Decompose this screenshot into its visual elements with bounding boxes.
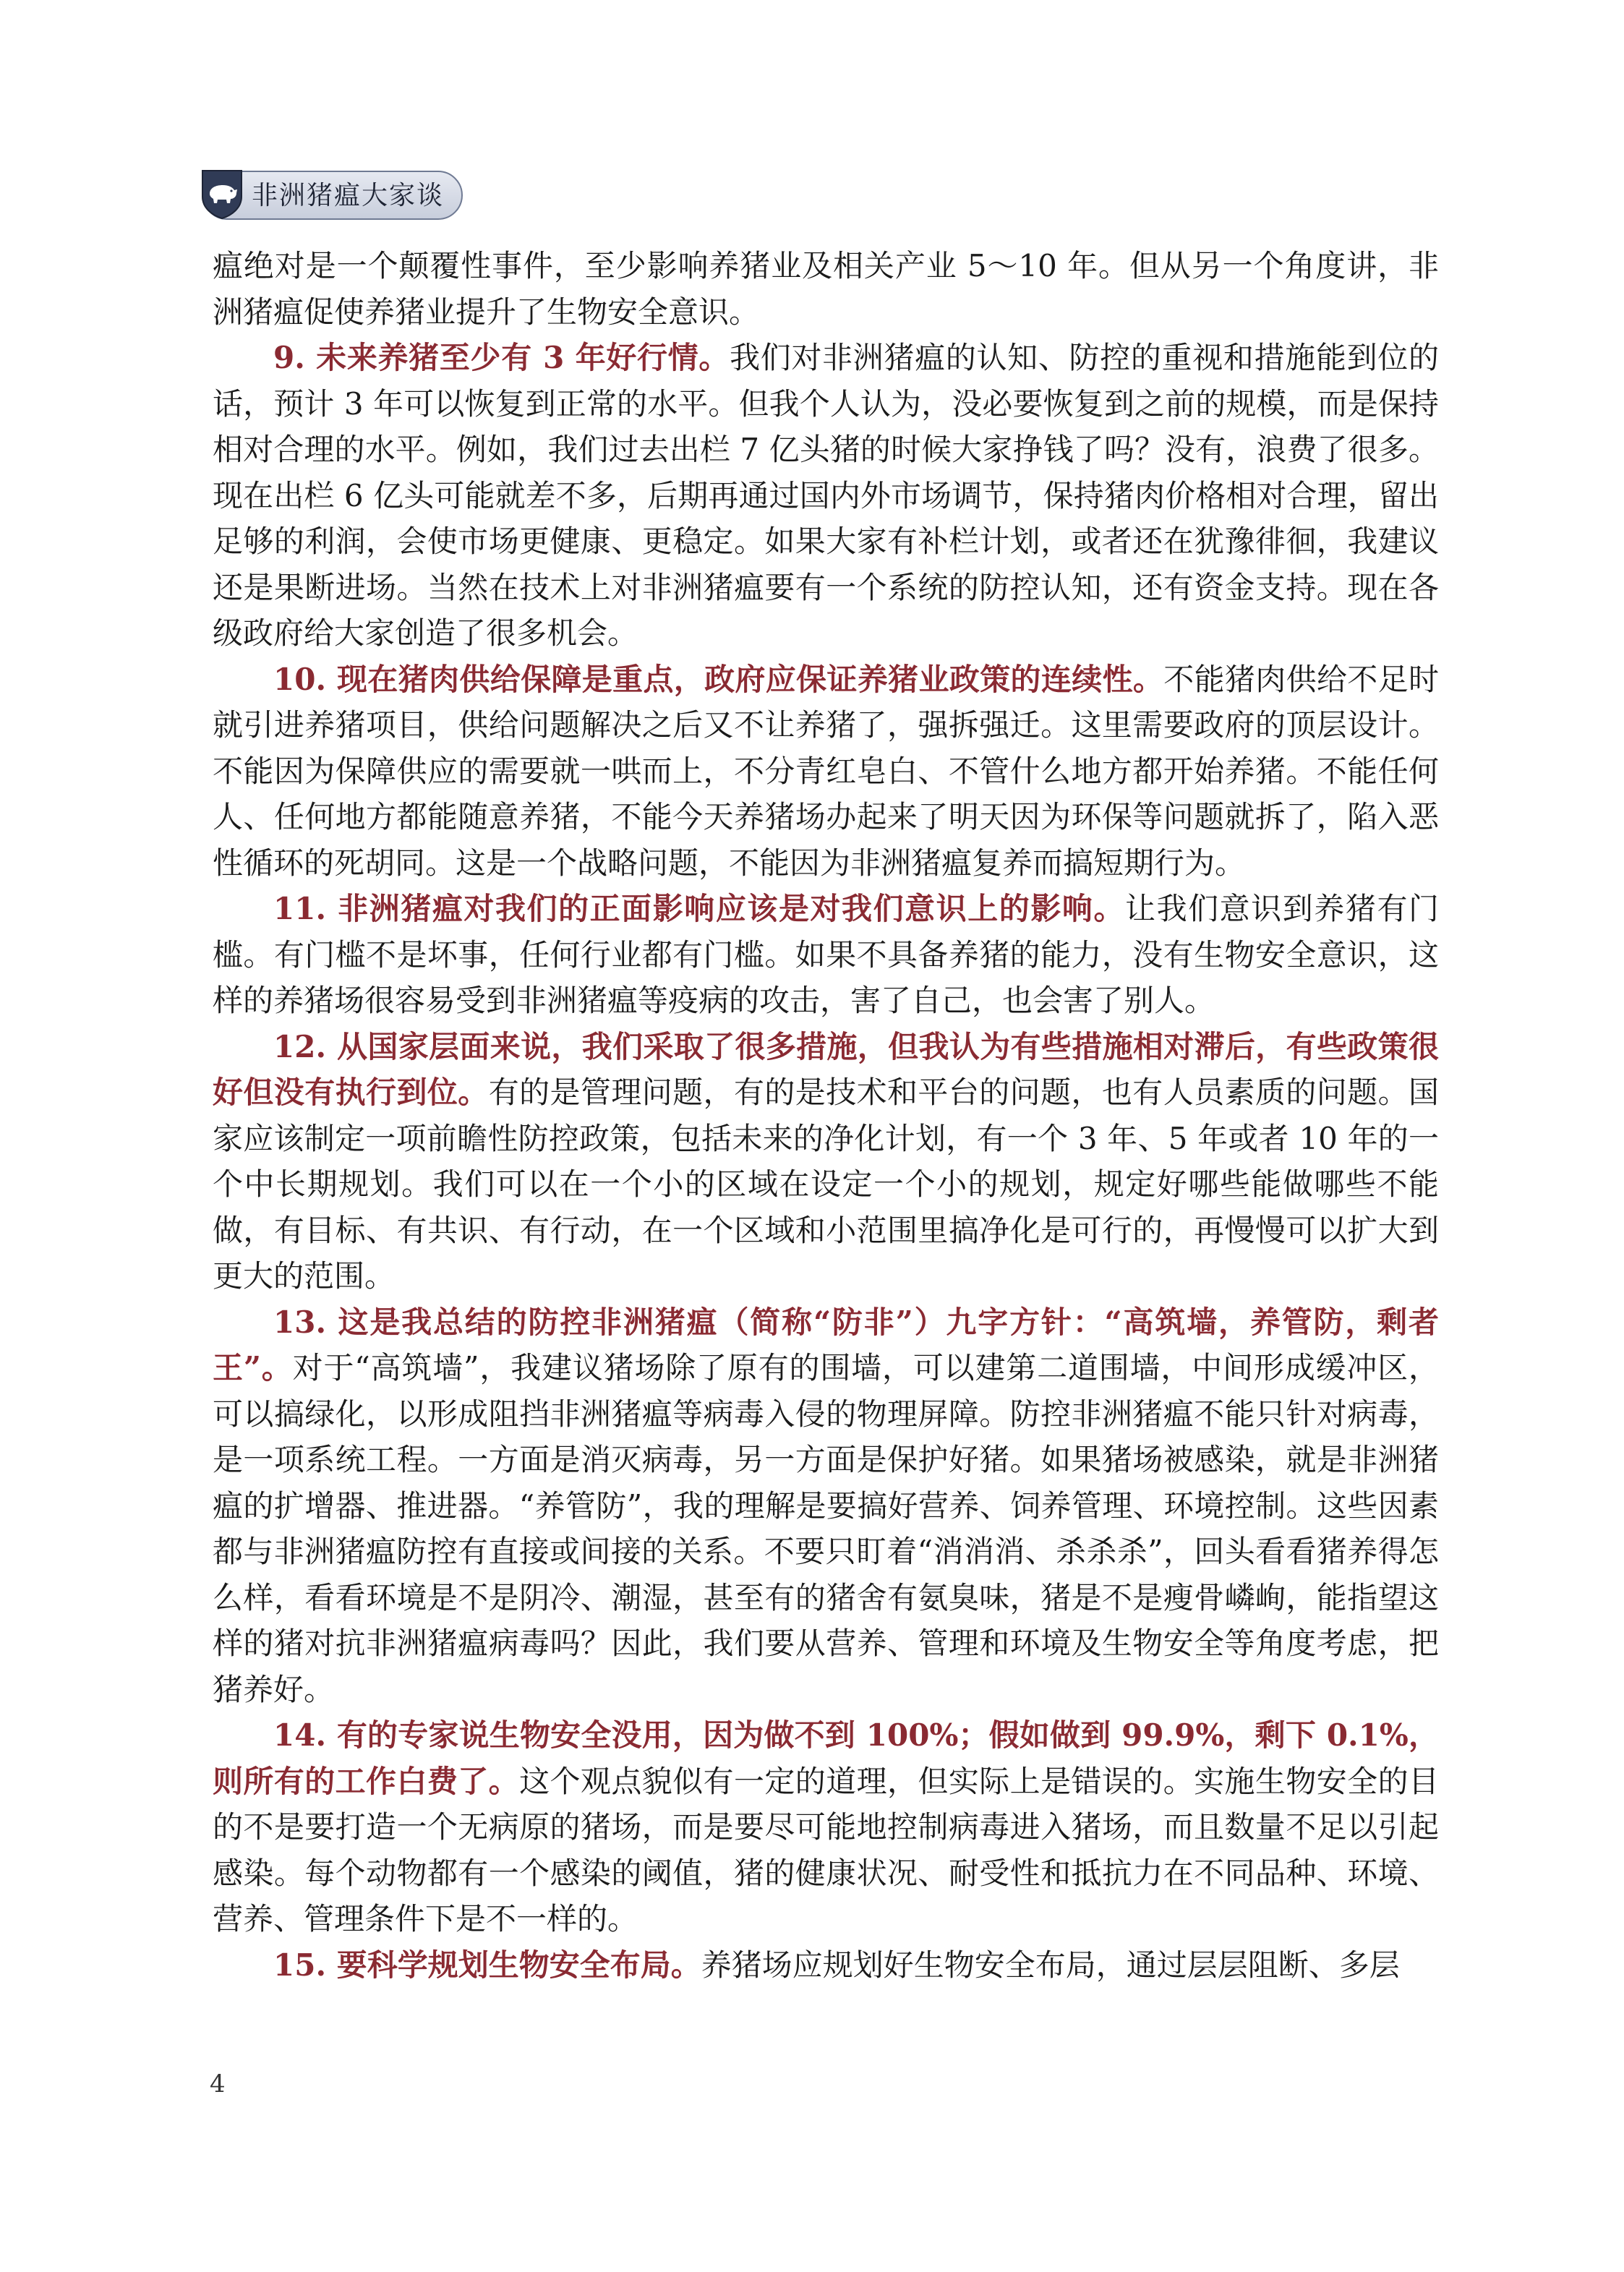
paragraph-lead: 10. 现在猪肉供给保障是重点，政府应保证养猪业政策的连续性。	[273, 661, 1164, 697]
paragraph-lead: 14. 有的专家说生物安全没用，因为做不到 100%；假如做到 99.9%，剩下 0.1%，则所有的工作白费了。	[213, 1717, 1439, 1799]
paragraph-text: 这个观点貌似有一定的道理，但实际上是错误的。实施生物安全的目的不是要打造一个无病原的猪场，而是要尽可能地控制病毒进入猪场，而且数量不足以引起感染。每个动物都有一个感染的阈值，猪的健康状况、耐受性和抵抗力在不同品种、环境、营养、管理条件下是不一样的。	[213, 1763, 1439, 1936]
paragraph-text: 对于“高筑墙”，我建议猪场除了原有的围墙，可以建第二道围墙，中间形成缓冲区，可以搞绿化，以形成阻挡非洲猪瘟等病毒入侵的物理屏障。防控非洲猪瘟不能只针对病毒，是一项系统工程。一方面是消灭病毒，另一方面是保护好猪。如果猪场被感染，就是非洲猪瘟的扩增器、推进器。“养管防”，我的理解是要搞好营养、饲养管理、环境控制。这些因素都与非洲猪瘟防控有直接或间接的关系。不要只盯着“消消消、杀杀杀”，回头看看猪养得怎么样，看看环境是不是阴冷、潮湿，甚至有的猪舍有氨臭味，猪是不是瘦骨嶙峋，能指望这样的猪对抗非洲猪瘟病毒吗？因此，我们要从营养、管理和环境及生物安全等角度考虑，把猪养好。	[213, 1350, 1439, 1707]
paragraph-point-14	[213, 1712, 1439, 1942]
paragraph-point-9	[213, 335, 1439, 657]
paragraph-lead: 9. 未来养猪至少有 3 年好行情。	[273, 340, 730, 375]
document-body	[213, 243, 1439, 1988]
paragraph-continued	[213, 243, 1439, 335]
paragraph-point-13	[213, 1299, 1439, 1713]
paragraph-text: 不能猪肉供给不足时就引进养猪项目，供给问题解决之后又不让养猪了，强拆强迁。这里需要政府的顶层设计。不能因为保障供应的需要就一哄而上，不分青红皂白、不管什么地方都开始养猪。不能任何人、任何地方都能随意养猪，不能今天养猪场办起来了明天因为环保等问题就拆了，陷入恶性循环的死胡同。这是一个战略问题，不能因为非洲猪瘟复养而搞短期行为。	[213, 661, 1439, 881]
paragraph-point-10	[213, 657, 1439, 887]
paragraph-text: 让我们意识到养猪有门槛。有门槛不是坏事，任何行业都有门槛。如果不具备养猪的能力，没有生物安全意识，这样的养猪场很容易受到非洲猪瘟等疫病的攻击，害了自己，也会害了别人。	[213, 891, 1439, 1018]
running-header	[202, 171, 463, 220]
paragraph-text: 养猪场应规划好生物安全布局，通过层层阻断、多层	[701, 1947, 1400, 1983]
page-number: 4	[210, 2070, 226, 2098]
pig-shield-icon	[200, 168, 244, 220]
paragraph-text: 有的是管理问题，有的是技术和平台的问题，也有人员素质的问题。国家应该制定一项前瞻性防控政策，包括未来的净化计划，有一个 3 年、5 年或者 10 年的一个中长期规划。我们可以在一个小的区域在设定一个小的规划，规定好哪些能做哪些不能做，有目标、有共识、有行动，在一个区域和小范围里搞净化是可行的，再慢慢可以扩大到更大的范围。	[213, 1075, 1439, 1294]
paragraph-point-12	[213, 1024, 1439, 1299]
paragraph-lead: 15. 要科学规划生物安全布局。	[273, 1947, 701, 1983]
paragraph-text: 我们对非洲猪瘟的认知、防控的重视和措施能到位的话，预计 3 年可以恢复到正常的水平。但我个人认为，没必要恢复到之前的规模，而是保持相对合理的水平。例如，我们过去出栏 7 亿头猪的时候大家挣钱了吗？没有，浪费了很多。现在出栏 6 亿头可能就差不多，后期再通过国内外市场调节，保持猪肉价格相对合理，留出足够的利润，会使市场更健康、更稳定。如果大家有补栏计划，或者还在犹豫徘徊，我建议还是果断进场。当然在技术上对非洲猪瘟要有一个系统的防控认知，还有资金支持。现在各级政府给大家创造了很多机会。	[213, 340, 1439, 651]
paragraph-lead: 11. 非洲猪瘟对我们的正面影响应该是对我们意识上的影响。	[273, 891, 1126, 926]
header-title: 非洲猪瘟大家谈	[252, 181, 445, 210]
paragraph-lead: 13. 这是我总结的防控非洲猪瘟（简称“防非”）九字方针：“高筑墙，养管防，剩者王”。	[213, 1304, 1439, 1385]
paragraph-lead: 12. 从国家层面来说，我们采取了很多措施，但我认为有些措施相对滞后，有些政策很好但没有执行到位。	[213, 1028, 1439, 1110]
paragraph-point-11	[213, 886, 1439, 1024]
paragraph-point-15	[213, 1942, 1439, 1989]
paragraph-text: 瘟绝对是一个颠覆性事件，至少影响养猪业及相关产业 5～10 年。但从另一个角度讲，非洲猪瘟促使养猪业提升了生物安全意识。	[213, 248, 1439, 330]
